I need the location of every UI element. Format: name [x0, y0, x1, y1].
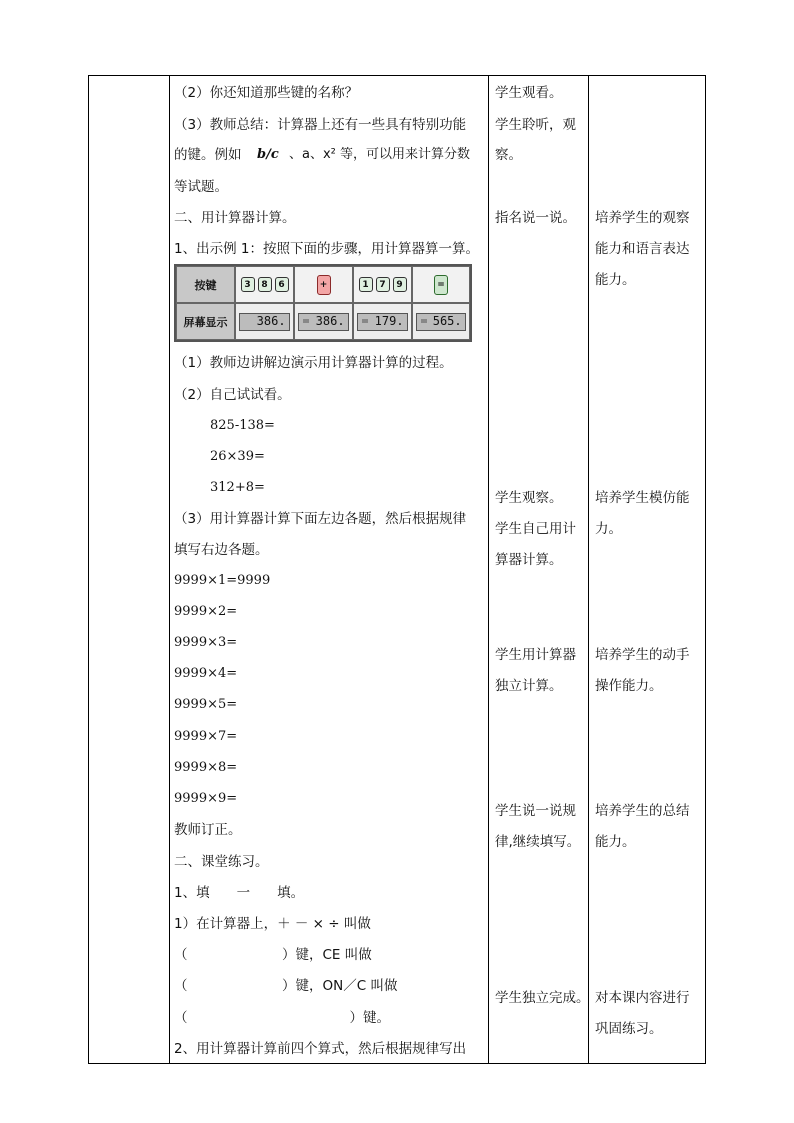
exercise: 26×39= [210, 449, 265, 464]
keys-group-179 [353, 266, 412, 303]
calculator-screen: 386. [298, 313, 348, 331]
main-line: 、a、x² 等，可以用来计算分数 [289, 147, 471, 162]
main-line: （1）教师边讲解边演示用计算器计算的过程。 [174, 355, 453, 371]
keys-group-equals [412, 266, 470, 303]
digit-key: 6 [275, 277, 289, 292]
equals-key: = [434, 275, 448, 295]
main-line: （3）用计算器计算下面左边各题，然后根据规律 [174, 511, 467, 527]
fill-blank-line: （ ）键，ON／C 叫做 [174, 978, 398, 994]
student-activity: 察。 [495, 147, 522, 163]
keys-group-386 [235, 266, 294, 303]
calculator-screen: 565. [416, 313, 465, 331]
multiplication-item: 9999×3= [174, 635, 238, 650]
main-line: （2）自己试试看。 [174, 387, 291, 403]
design-intent: 巩固练习。 [595, 1021, 663, 1037]
screen-cell [412, 303, 470, 340]
main-line: 1）在计算器上，＋ － × ÷ 叫做 [174, 916, 371, 932]
screen-cell [353, 303, 412, 340]
design-intent: 操作能力。 [595, 678, 663, 694]
main-line: （2）你还知道那些键的名称？ [174, 85, 359, 101]
main-line: （3）教师总结：计算器上还有一些具有特别功能 [174, 117, 467, 133]
multiplication-item: 9999×8= [174, 760, 238, 775]
student-activity: 学生说一说规 [495, 803, 576, 819]
fill-blank-line: （ ）键。 [174, 1010, 390, 1026]
exercise: 825-138= [210, 418, 275, 433]
design-intent: 能力和语言表达 [595, 241, 690, 257]
keys-group-plus [294, 266, 353, 303]
exercise: 312+8= [210, 480, 265, 495]
fraction-key-label: b/c [257, 147, 279, 162]
design-intent: 培养学生的总结 [595, 803, 690, 819]
student-activity: 学生自己用计 [495, 521, 576, 537]
section-heading: 二、用计算器计算。 [174, 210, 296, 226]
screen-row-label: 屏幕显示 [176, 303, 235, 340]
column-divider [588, 76, 589, 1063]
design-intent: 力。 [595, 521, 622, 537]
student-activity: 学生观察。 [495, 490, 563, 506]
plus-key: + [317, 275, 331, 295]
student-activity: 算器计算。 [495, 552, 563, 568]
main-line: 2、用计算器计算前四个算式，然后根据规律写出 [174, 1041, 467, 1057]
student-activity: 指名说一说。 [495, 210, 576, 226]
design-intent: 培养学生模仿能 [595, 490, 690, 506]
multiplication-item: 9999×9= [174, 791, 238, 806]
multiplication-item: 9999×5= [174, 697, 238, 712]
design-intent: 培养学生的观察 [595, 210, 690, 226]
fill-blank-line: （ ）键，CE 叫做 [174, 947, 372, 963]
design-intent: 培养学生的动手 [595, 647, 690, 663]
screen-cell [294, 303, 353, 340]
keys-row-label: 按键 [176, 266, 235, 303]
student-activity: 学生独立完成。 [495, 990, 590, 1006]
student-activity: 律,继续填写。 [495, 834, 581, 850]
column-divider [169, 76, 170, 1063]
digit-key: 7 [376, 277, 390, 292]
main-line: 教师订正。 [174, 822, 242, 838]
calculator-screen: 179. [357, 313, 407, 331]
digit-key: 3 [241, 277, 255, 292]
digit-key: 1 [359, 277, 373, 292]
calculator-screen: 386. [239, 313, 289, 331]
student-activity: 学生聆听，观 [495, 117, 576, 133]
calculator-steps-table [174, 264, 472, 342]
design-intent: 能力。 [595, 834, 636, 850]
digit-key: 8 [258, 277, 272, 292]
screen-cell [235, 303, 294, 340]
main-line: 填写右边各题。 [174, 542, 269, 558]
design-intent: 对本课内容进行 [595, 990, 690, 1006]
multiplication-item: 9999×2= [174, 604, 238, 619]
section-heading: 二、课堂练习。 [174, 854, 269, 870]
student-activity: 学生用计算器 [495, 647, 576, 663]
main-line: 的键。例如 [174, 147, 242, 163]
design-intent: 能力。 [595, 272, 636, 288]
student-activity: 学生观看。 [495, 85, 563, 101]
digit-key: 9 [393, 277, 407, 292]
main-line: 等试题。 [174, 179, 228, 195]
multiplication-item: 9999×7= [174, 729, 238, 744]
column-divider [488, 76, 489, 1063]
multiplication-item: 9999×4= [174, 666, 238, 681]
main-line: 1、填 一 填。 [174, 885, 305, 901]
student-activity: 独立计算。 [495, 678, 563, 694]
main-line: 1、出示例 1：按照下面的步骤，用计算器算一算。 [174, 241, 479, 257]
multiplication-item: 9999×1=9999 [174, 573, 271, 588]
